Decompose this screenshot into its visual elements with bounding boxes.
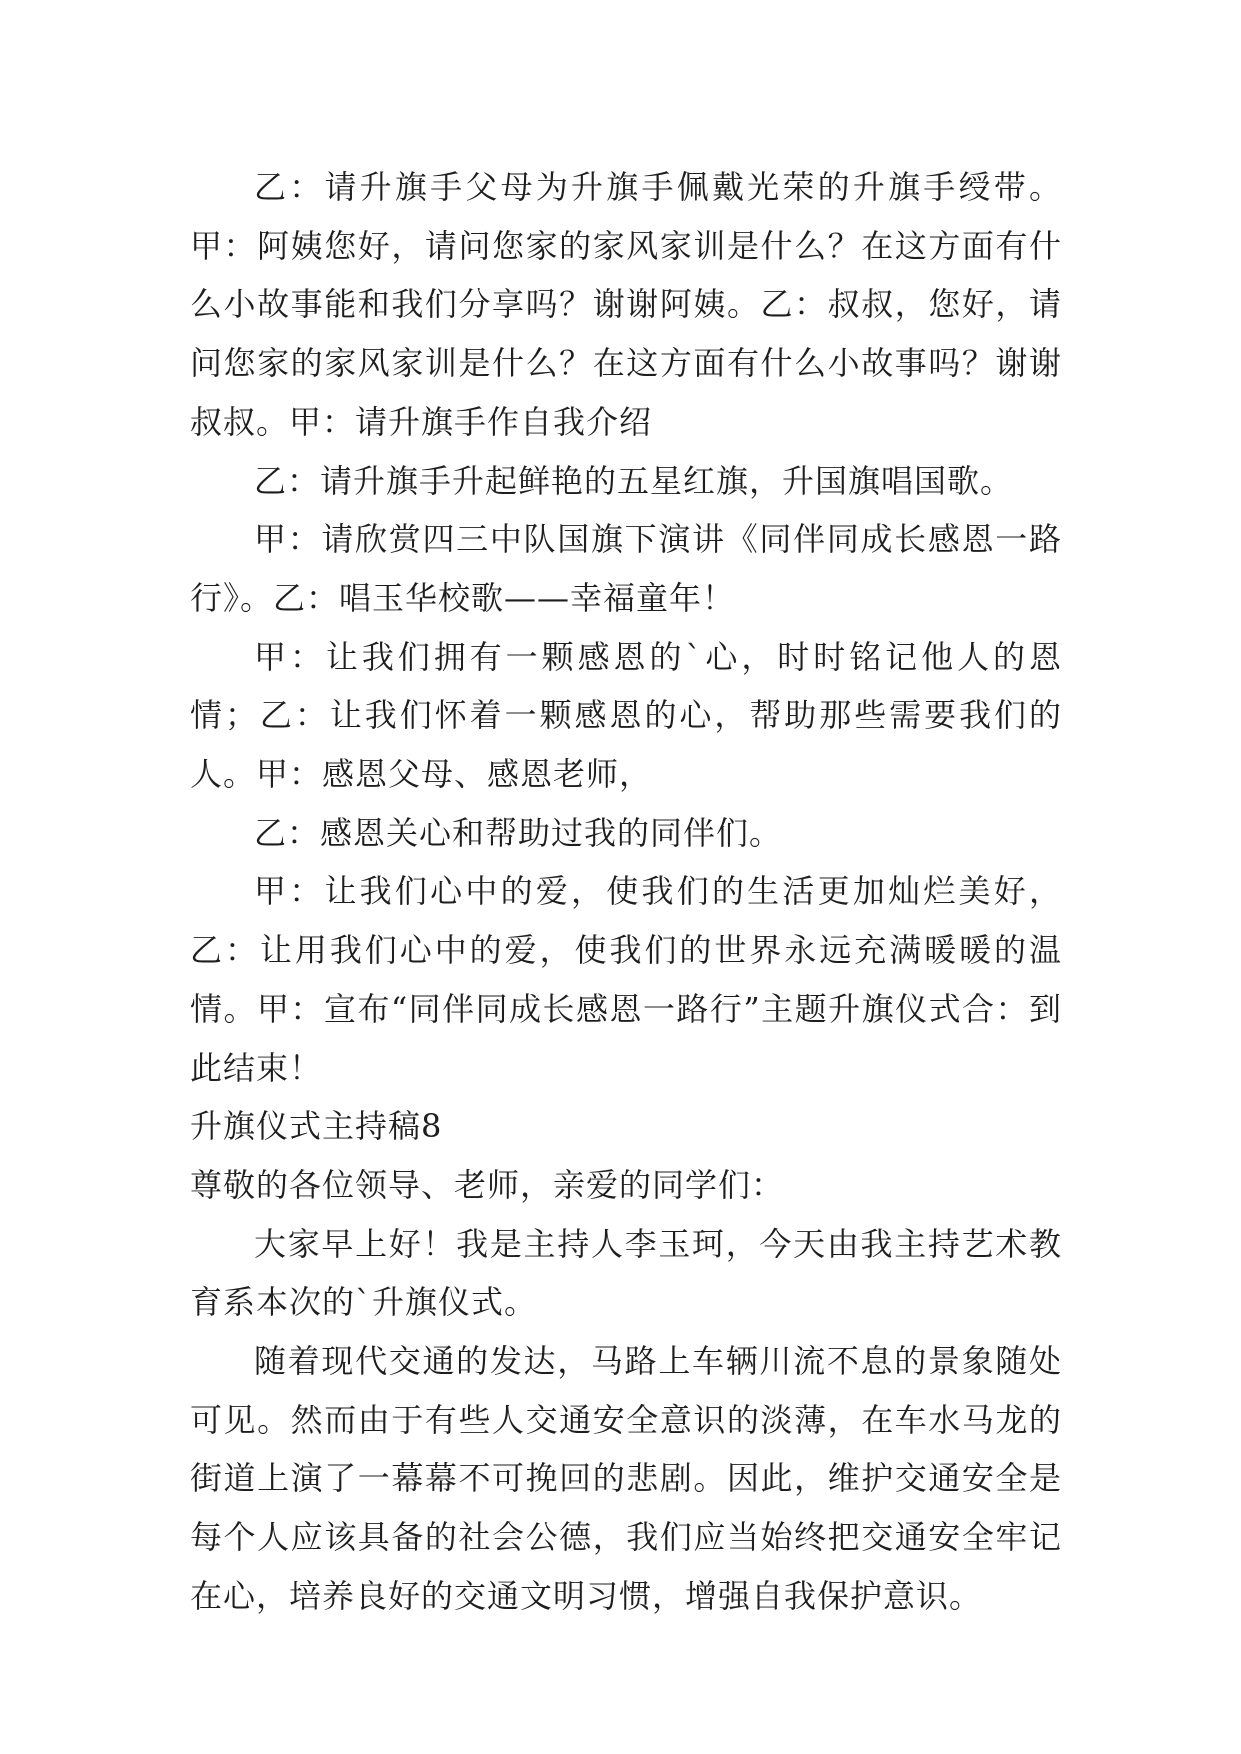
document-page xyxy=(190,158,1062,1626)
salutation: 尊敬的各位领导、老师，亲爱的同学们： xyxy=(190,1165,785,1204)
paragraph: 大家早上好！我是主持人李玉珂，今天由我主持艺术教育系本次的`升旗仪式。 xyxy=(190,1224,1062,1322)
paragraph: 乙：请升旗手升起鲜艳的五星红旗，升国旗唱国歌。 xyxy=(254,461,1014,500)
paragraph: 乙：请升旗手父母为升旗手佩戴光荣的升旗手绶带。甲：阿姨您好，请问您家的家风家训是什么？在这方面有什么小故事能和我们分享吗？谢谢阿姨。乙：叔叔，您好，请问您家的家风家训是什么？在这方面有什么小故事吗？谢谢叔叔。甲：请升旗手作自我介绍 xyxy=(190,168,1062,441)
paragraph: 甲：让我们心中的爱，使我们的生活更加灿烂美好，乙：让用我们心中的爱，使我们的世界永远充满暖暖的温情。甲：宣布“同伴同成长感恩一路行”主题升旗仪式合：到此结束！ xyxy=(190,872,1062,1087)
paragraph: 随着现代交通的发达，马路上车辆川流不息的景象随处可见。然而由于有些人交通安全意识的淡薄，在车水马龙的街道上演了一幕幕不可挽回的悲剧。因此，维护交通安全是每个人应该具备的社会公德，我们应当始终把交通安全牢记在心，培养良好的交通文明习惯，增强自我保护意识。 xyxy=(190,1342,1062,1615)
paragraph: 乙：感恩关心和帮助过我的同伴们。 xyxy=(254,813,783,852)
section-heading: 升旗仪式主持稿8 xyxy=(190,1107,443,1146)
paragraph: 甲：请欣赏四三中队国旗下演讲《同伴同成长感恩一路行》。乙：唱玉华校歌——幸福童年！ xyxy=(190,520,1062,617)
paragraph: 甲：让我们拥有一颗感恩的`心，时时铭记他人的恩情；乙：让我们怀着一颗感恩的心，帮助那些需要我们的人。甲：感恩父母、感恩老师， xyxy=(190,637,1062,794)
